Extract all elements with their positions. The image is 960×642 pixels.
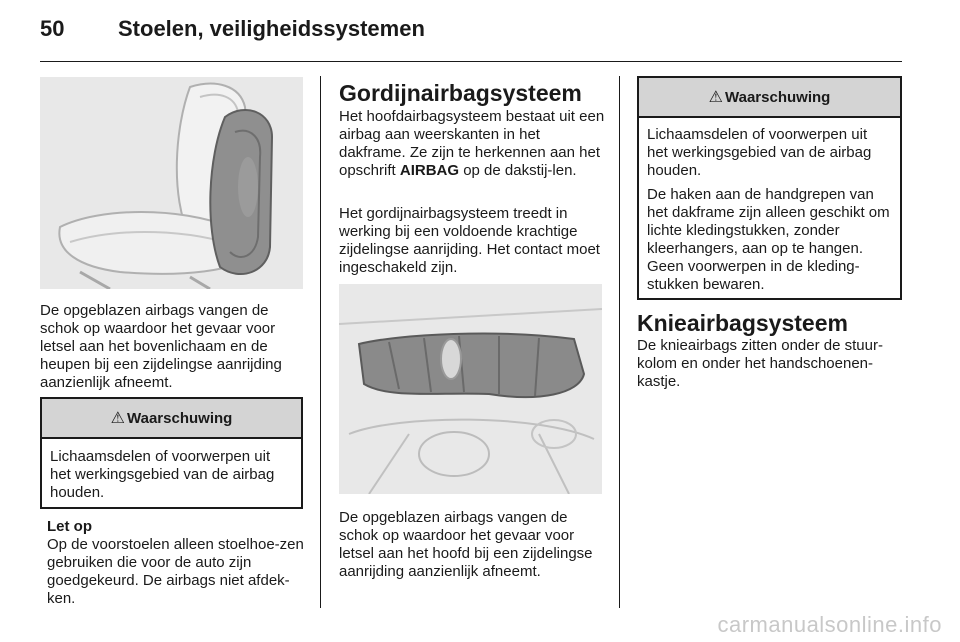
watermark: carmanualsonline.info [717,612,942,637]
warning-box-1-text: Lichaamsdelen of voorwerpen uit het werkingsgebied van de airbag houden. [50,448,275,501]
curtain-airbag-para-2: Het gordijnairbagsysteem treedt in werking bij een voldoende krachtige zijdelingse aanrijding. Het contact moet ingeschakeld zijn. [339,205,600,276]
warning-box-2-title: Waarschuwing [725,88,831,106]
warning-box-2-text-2: De haken aan de handgrepen van het dakframe zijn alleen geschikt om lichte kledingstukken, zonder kleerhangers, aan op te hangen. Geen voorwerpen in de kleding-stukken bewaren. [647,186,890,293]
airbag-label-bold: AIRBAG [399,162,460,179]
column-divider-left [320,76,321,608]
heading-knee-airbag: Knieairbagsysteem [637,310,848,336]
warning-box-1-header [42,399,301,439]
knee-airbag-para: De knieairbags zitten onder de stuur-kolom en onder het handschoenen-kastje. [637,337,883,390]
curtain-airbag-illustration [339,284,602,494]
note-label: Let op [47,518,92,535]
page-title: Stoelen, veiligheidssystemen [118,16,425,41]
header-rule [40,61,902,62]
page-number: 50 [40,16,65,41]
caption-seat-airbag: De opgeblazen airbags vangen de schok op waardoor het gevaar voor letsel aan het bovenlichaam en de heupen bij een zijdelingse aanrijding aanzienlijk afneemt. [40,302,282,391]
warning-box-2-header [639,78,900,118]
warning-box-1-title: Waarschuwing [127,409,233,427]
page-header [0,0,960,62]
caption-curtain-airbag: De opgeblazen airbags vangen de schok op waardoor het gevaar voor letsel aan het hoofd bij een zijdelingse aanrijding aanzienlijk afneemt. [339,509,593,580]
curtain-airbag-para-1: Het hoofdairbagsysteem bestaat uit een airbag aan weerskanten in het dakframe. Ze zijn te herkennen aan het opschrift AIRBAG op de dakstij-len. [339,108,605,179]
note-text: Op de voorstoelen alleen stoelhoe-zen gebruiken die voor de auto zijn goedgekeurd. De airbags niet afdek-ken. [47,536,304,607]
warning-box-2 [637,76,902,300]
column-divider-right [619,76,620,608]
warning-box-2-text-1: Lichaamsdelen of voorwerpen uit het werkingsgebied van de airbag houden. [647,126,872,179]
warning-triangle-icon: ⚠ [708,89,724,106]
seat-airbag-illustration [40,77,303,289]
warning-triangle-icon: ⚠ [110,410,126,427]
heading-curtain-airbag: Gordijnairbagsysteem [339,80,582,106]
warning-box-1 [40,397,303,509]
